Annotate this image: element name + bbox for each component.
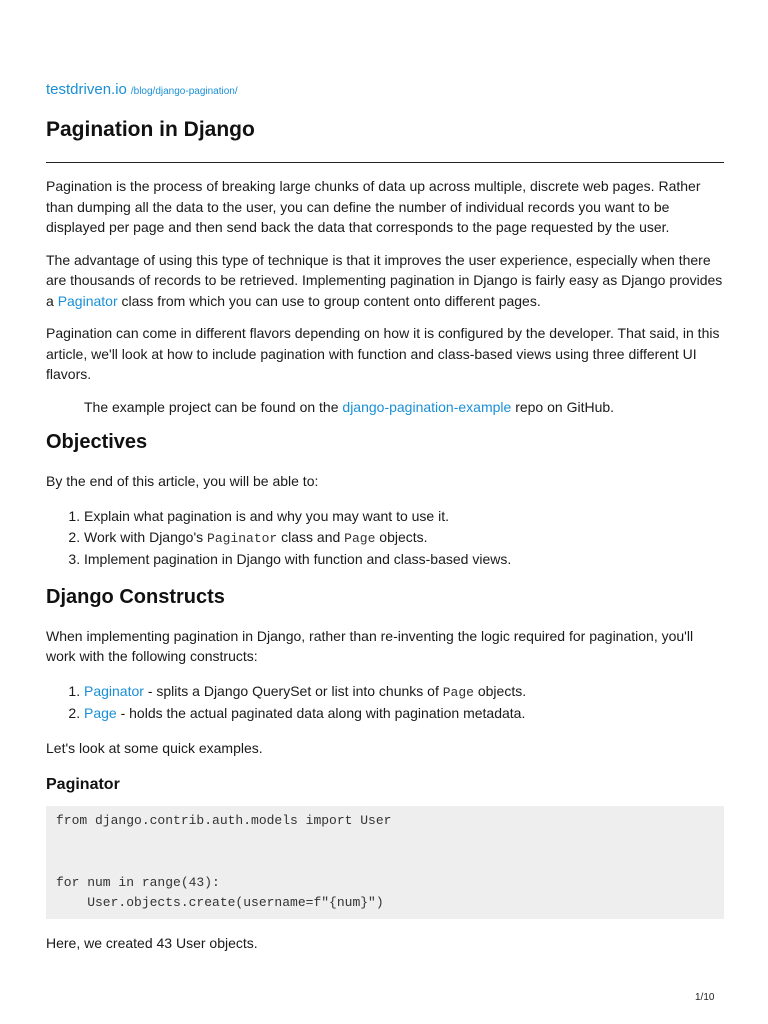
inline-code: Paginator xyxy=(207,530,278,546)
paginator-after-text: Here, we created 43 User objects. xyxy=(46,934,258,951)
page-doc-link[interactable]: Page xyxy=(84,704,117,721)
text-segment: class and xyxy=(277,528,345,545)
text-segment: - holds the actual paginated data along with pagination metadata. xyxy=(116,704,526,721)
inline-code: Page xyxy=(344,530,376,546)
list-item xyxy=(84,527,724,549)
list-item: 1. Explain what pagination is and why you may want to use it. xyxy=(84,506,724,527)
constructs-lead: When implementing pagination in Django, rather than re-inventing the logic required for pagination, you'll work with the following constructs: xyxy=(46,627,694,664)
paginator-link[interactable]: Paginator xyxy=(57,292,118,309)
text-segment: objects. xyxy=(375,528,428,545)
code-block: from django.contrib.auth.models import User for num in range(43): User.objects.create(username=f"{num}") xyxy=(46,806,724,919)
text-segment: objects. xyxy=(473,682,527,699)
intro-paragraph-2 xyxy=(46,250,724,312)
constructs-list xyxy=(46,681,724,724)
url-path-link[interactable]: /blog/django-pagination/ xyxy=(130,86,238,97)
constructs-heading: Django Constructs xyxy=(46,585,225,608)
paginator-heading: Paginator xyxy=(46,776,120,793)
objectives-heading: Objectives xyxy=(46,431,148,453)
list-item: 3. Implement pagination in Django with function and class-based views. xyxy=(84,549,724,570)
list-item xyxy=(84,681,724,703)
text-segment: repo on GitHub. xyxy=(511,398,615,415)
source-header xyxy=(46,81,238,98)
title-divider xyxy=(46,162,724,163)
inline-code: Page xyxy=(442,684,474,700)
page-number: 1/10 xyxy=(695,992,715,1003)
list-item xyxy=(84,703,724,724)
text-segment: The advantage of using this type of technique is that it improves the user experience, especially when there are thousands of records to be retrieved. Implementing pagination in Django is fairly easy as Django provides a xyxy=(46,251,723,309)
text-segment: class from which you can use to group content onto different pages. xyxy=(117,292,541,309)
objectives-lead: By the end of this article, you will be able to: xyxy=(46,473,319,489)
repo-link[interactable]: django-pagination-example xyxy=(342,398,512,415)
intro-paragraph-1: Pagination is the process of breaking large chunks of data up across multiple, discrete web pages. Rather than dumping all the data to the user, you can define the number of individual records you want to be displayed per page and then send back the data that corresponds to the page requested by the user. xyxy=(46,178,701,235)
site-link[interactable]: testdriven.io xyxy=(46,81,127,98)
constructs-outro: Let's look at some quick examples. xyxy=(46,739,263,756)
text-segment: - splits a Django QuerySet or list into chunks of xyxy=(143,682,443,699)
text-segment: The example project can be found on the xyxy=(84,398,343,415)
article-body xyxy=(46,176,724,965)
paginator-doc-link[interactable]: Paginator xyxy=(84,682,144,699)
text-segment: Work with Django's xyxy=(84,528,208,545)
page-title: Pagination in Django xyxy=(46,118,255,141)
example-note xyxy=(84,397,724,418)
intro-paragraph-3: Pagination can come in different flavors depending on how it is configured by the developer. That said, in this article, we'll look at how to include pagination with function and class-based views using three different UI flavors. xyxy=(46,325,720,382)
objectives-list xyxy=(46,506,724,570)
